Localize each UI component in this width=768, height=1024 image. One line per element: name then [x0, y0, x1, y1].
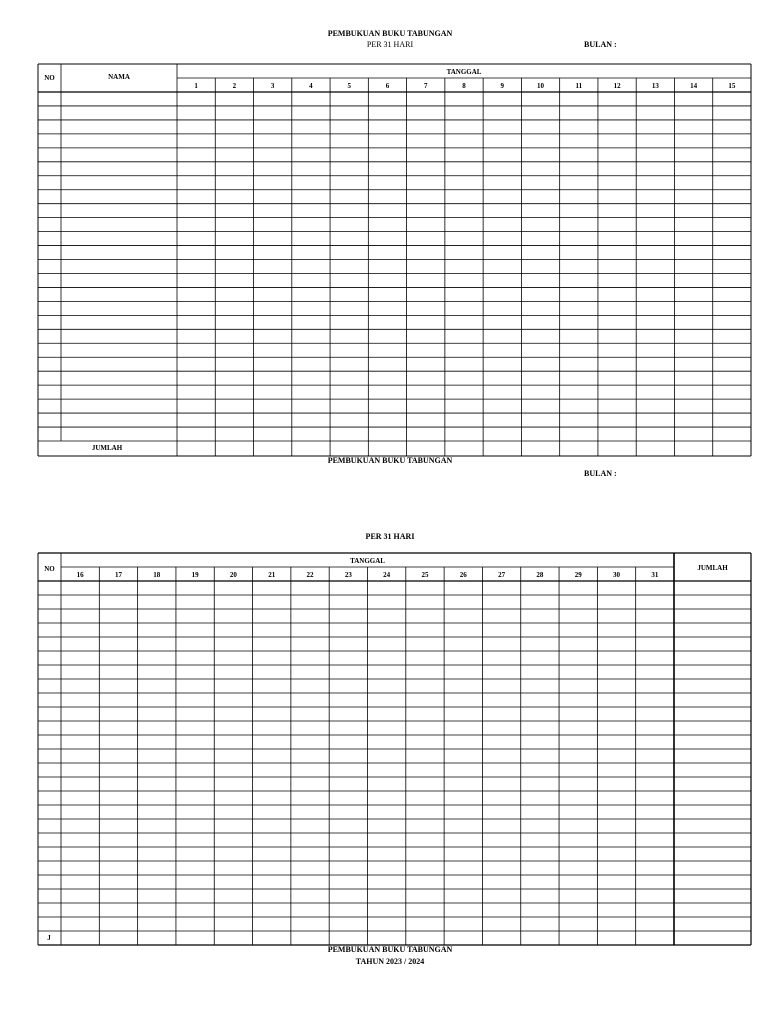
day-header: 23: [344, 571, 352, 579]
day-header: 26: [459, 571, 467, 579]
no-header: NO: [44, 565, 55, 573]
day-header: 15: [728, 82, 736, 90]
day-header: 14: [690, 82, 698, 90]
day-header: 1: [194, 82, 198, 90]
day-header: 24: [383, 571, 391, 579]
day-header: 2: [232, 82, 237, 90]
page1-subtitle: PER 31 HARI: [366, 40, 414, 49]
tanggal-header: TANGGAL: [446, 68, 482, 76]
nama-header: NAMA: [108, 73, 130, 81]
day-header: 13: [651, 82, 659, 90]
day-header: 17: [114, 571, 122, 579]
day-header: 28: [536, 571, 544, 579]
page2-footer-title: PEMBUKUAN BUKU TABUNGAN: [327, 945, 453, 954]
day-header: 20: [229, 571, 237, 579]
day-header: 4: [309, 82, 313, 90]
day-header: 30: [613, 571, 621, 579]
day-header: 5: [347, 82, 351, 90]
day-header: 6: [385, 82, 390, 90]
day-header: 25: [421, 571, 429, 579]
day-header: 21: [268, 571, 276, 579]
page1-footer-bulan-label: BULAN :: [584, 469, 617, 478]
day-header: 8: [462, 82, 466, 90]
jumlah-header: JUMLAH: [697, 564, 728, 572]
day-header: 10: [537, 82, 545, 90]
page2-footer-year: TAHUN 2023 / 2024: [355, 957, 425, 966]
day-header: 11: [575, 82, 583, 90]
total-label: J: [47, 934, 51, 942]
day-header: 22: [306, 571, 314, 579]
page1-footer-title: PEMBUKUAN BUKU TABUNGAN: [327, 456, 453, 465]
day-header: 7: [423, 82, 428, 90]
tanggal-header: TANGGAL: [350, 557, 385, 565]
day-header: 29: [574, 571, 582, 579]
day-header: 12: [613, 82, 621, 90]
day-header: 27: [498, 571, 506, 579]
day-header: 3: [270, 82, 275, 90]
day-header: 9: [500, 82, 505, 90]
page1-title: PEMBUKUAN BUKU TABUNGAN: [327, 29, 453, 38]
page1-bulan-label: BULAN :: [584, 40, 617, 49]
day-header: 18: [153, 571, 161, 579]
page2-subtitle: PER 31 HARI: [365, 532, 415, 541]
jumlah-label: JUMLAH: [91, 444, 123, 452]
no-header: NO: [44, 74, 55, 82]
day-header: 19: [191, 571, 199, 579]
day-header: 31: [651, 571, 659, 579]
day-header: 16: [76, 571, 84, 579]
